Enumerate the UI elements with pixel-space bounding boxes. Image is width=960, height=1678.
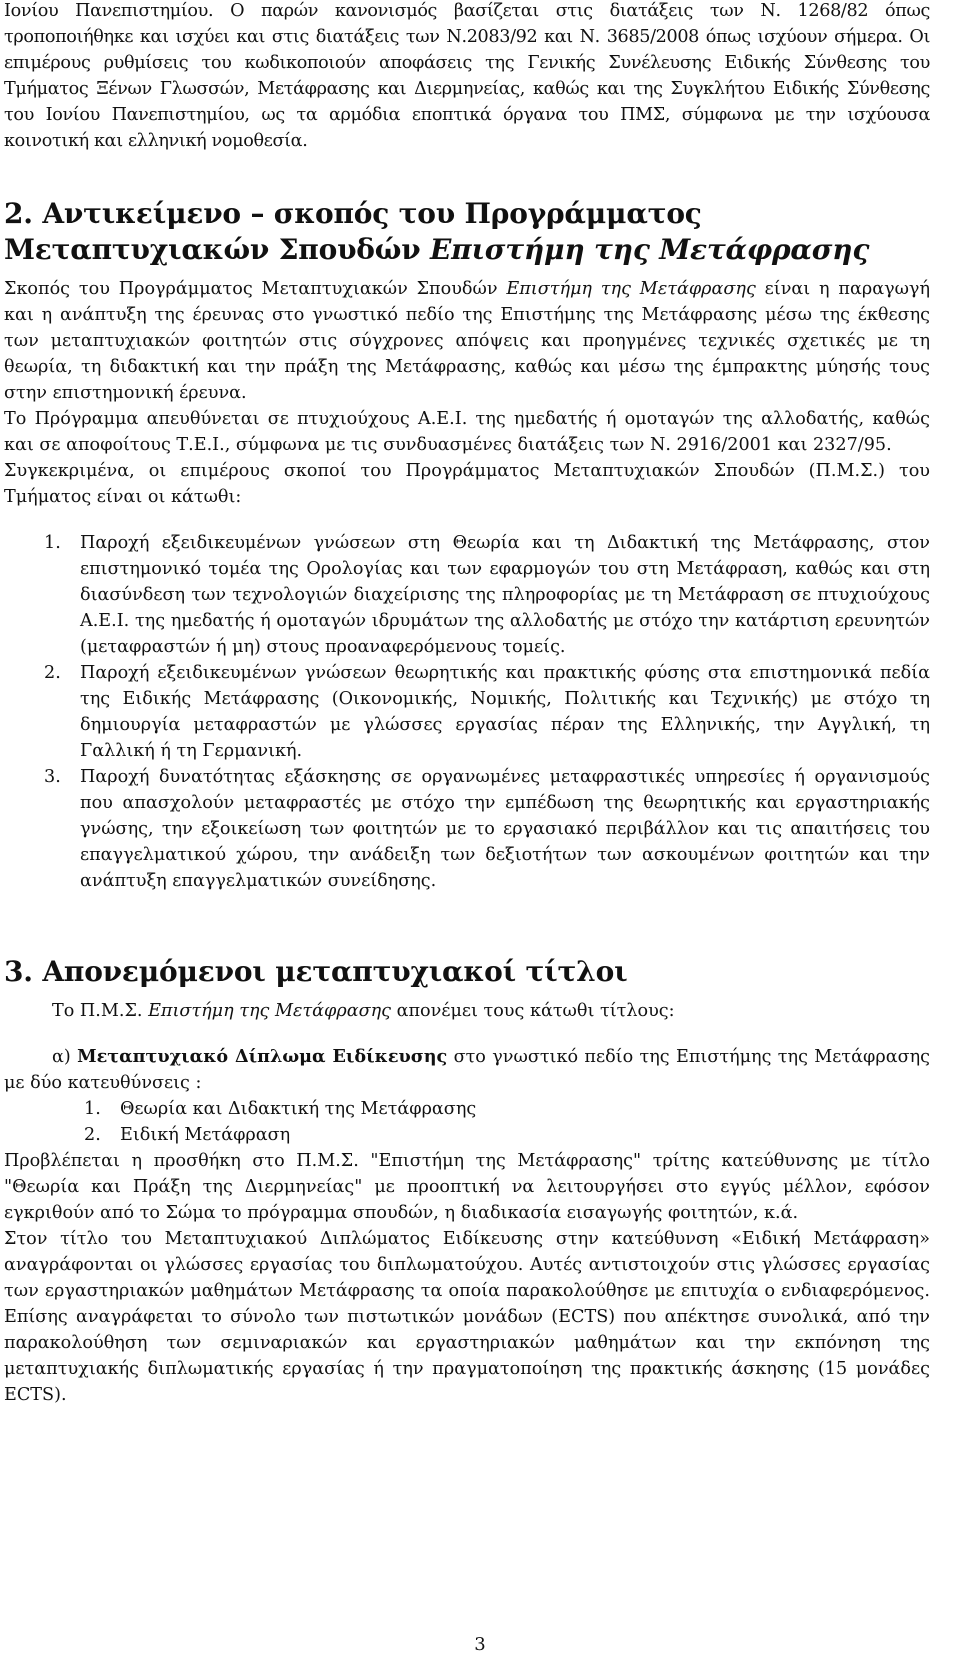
section-3-intro-start: Το Π.Μ.Σ. bbox=[52, 1001, 149, 1021]
section-2-goals-intro: Συγκεκριμένα, οι επιμέρους σκοποί του Προγράμματος Μεταπτυχιακών Σπουδών (Π.Μ.Σ.) του Τμήματος είναι οι κάτωθι: bbox=[4, 461, 930, 507]
list-item-number: 2. bbox=[44, 663, 61, 683]
section-2-p1-italic: Επιστήμη της Μετάφρασης bbox=[506, 279, 756, 299]
section-3-heading: 3. Απονεμόμενοι μεταπτυχιακοί τίτλοι bbox=[4, 955, 628, 988]
section-3-degree-paragraph bbox=[4, 1044, 930, 1096]
list-item bbox=[4, 530, 930, 660]
section-2-p1-end: είναι η παραγωγή και η ανάπτυξη της έρευνας στο γνωστικό πεδίο της Επιστήμης της Μετάφρασης μέσω της έκθεσης των μεταπτυχιακών φοιτητών στις σύγχρονες απόψεις και προηγμένες τεχνικές σχετικές με τη θεωρία, τη διδακτική και την πράξη της Μετάφρασης, καθώς και μέσω της έμπρακτης μύησής τους στην επιστημονική έρευνα. bbox=[4, 279, 930, 403]
direction-number: 2. bbox=[84, 1125, 101, 1145]
degree-title: Μεταπτυχιακό Δίπλωμα Ειδίκευσης bbox=[77, 1046, 448, 1067]
list-item-text: Παροχή εξειδικευμένων γνώσεων στη Θεωρία και τη Διδακτική της Μετάφρασης, στον επιστημονικό τομέα της Ορολογίας και των εφαρμογών του στη Μετάφραση, καθώς και στη διασύνδεση των τεχνολογιών διαχείρισης της πληροφορίας με τη Μετάφραση σε πτυχιούχους Α.Ε.Ι. της ημεδατής ή ομοταγών ιδρυμάτων της αλλοδατής με στόχο την κατάρτιση ερευνητών (μεταφραστών ή μη) στους προαναφερόμενους τομείς. bbox=[80, 533, 930, 657]
page-number: 3 bbox=[474, 1634, 486, 1655]
section-2-goals-list bbox=[4, 530, 930, 894]
direction-item bbox=[4, 1122, 930, 1148]
direction-number: 1. bbox=[84, 1099, 101, 1119]
intro-line-2: Οι επιμέρους ρυθμίσεις του κωδικοποιούν αποφάσεις της Γενικής Συνέλευσης Ειδικής Σύνθεσης του Τμήματος Ξένων Γλωσσών, Μετάφρασης και Διερμηνείας, καθώς και της Συγκλήτου Ειδικής Σύνθεσης του Ιονίου Πανεπιστημίου, ως τα αρμόδια εποπτικά όργανα του ΠΜΣ, σύμφωνα με την ισχύουσα κοινοτική και ελληνική νομοθεσία. bbox=[4, 27, 930, 151]
list-item-number: 3. bbox=[44, 767, 61, 787]
intro-line-1: Ιονίου Πανεπιστημίου. Ο παρών κανονισμός βασίζεται στις διατάξεις των Ν. 1268/82 όπως τροποποιήθηκε και ισχύει και στις διατάξεις των Ν.2083/92 και Ν. 3685/2008 όπως ισχύουν σήμερα. bbox=[4, 1, 930, 47]
list-item-number: 1. bbox=[44, 533, 61, 553]
section-3-forecast-paragraph: Προβλέπεται η προσθήκη στο Π.Μ.Σ. "Επιστήμη της Μετάφρασης" τρίτης κατεύθυνσης με τίτλο "Θεωρία και Πράξη της Διερμηνείας" με προοπτική να λειτουργήσει στο εγγύς μέλλον, εφόσον εγκριθούν από το Σώμα το πρόγραμμα σπουδών, η διαδικασία εισαγωγής φοιτητών, κ.ά. bbox=[4, 1151, 930, 1223]
direction-item bbox=[4, 1096, 930, 1122]
section-2-purpose-paragraph bbox=[4, 276, 930, 406]
degree-prefix: α) bbox=[52, 1047, 78, 1067]
section-3-intro-end: απονέμει τους κάτωθι τίτλους: bbox=[391, 1001, 675, 1021]
document-body bbox=[4, 0, 930, 1408]
list-item bbox=[4, 764, 930, 894]
intro-paragraph-regulation bbox=[4, 0, 930, 154]
section-3-intro bbox=[4, 998, 930, 1024]
list-item-text: Παροχή δυνατότητας εξάσκησης σε οργανωμένες μεταφραστικές υπηρεσίες ή οργανισμούς που απασχολούν μεταφραστές με στόχο την εμπέδωση της θεωρητικής και εργαστηριακής γνώσης, την εξοικείωση των φοιτητών με το εργασιακό περιβάλλον και τις απαιτήσεις του επαγγελματικού χώρου, την ανάδειξη των δεξιοτήτων των ασκουμένων φοιτητών και την ανάπτυξη επαγγελματικών συνείδησης. bbox=[80, 767, 930, 891]
degree-rest: στο γνωστικό πεδίο της Επιστήμης της Μετάφρασης με δύο κατευθύνσεις : bbox=[4, 1047, 930, 1093]
section-2-audience-paragraph: Το Πρόγραμμα απευθύνεται σε πτυχιούχους Α.Ε.Ι. της ημεδατής ή ομοταγών της αλλοδατής, καθώς και σε αποφοίτους Τ.Ε.Ι., σύμφωνα με τις συνδυασμένες διατάξεις των Ν. 2916/2001 και 2327/95. bbox=[4, 409, 930, 455]
section-2-heading-text: 2. Αντικείμενο – σκοπός του Προγράμματος Μεταπτυχιακών Σπουδών bbox=[4, 197, 702, 266]
section-3-intro-italic: Επιστήμη της Μετάφρασης bbox=[148, 1001, 391, 1021]
section-2-heading-italic: Επιστήμη της Μετάφρασης bbox=[430, 233, 870, 266]
direction-text: Ειδική Μετάφραση bbox=[120, 1125, 291, 1145]
section-2-heading bbox=[4, 196, 930, 268]
list-item bbox=[4, 660, 930, 764]
section-3-title-paragraph: Στον τίτλο του Μεταπτυχιακού Διπλώματος Ειδίκευσης στην κατεύθυνση «Ειδική Μετάφραση» αναγράφονται οι γλώσσες εργασίας του διπλωματούχου. Αυτές αντιστοιχούν στις γλώσσες εργασίας των εργαστηριακών μαθημάτων Μετάφρασης τα οποία παρακολούθησε με επιτυχία ο ενδιαφερόμενος. Επίσης αναγράφεται το σύνολο των πιστωτικών μονάδων (ECTS) που απέκτησε συνολικά, από την παρακολούθηση των σεμιναριακών και εργαστηριακών μαθημάτων και την εκπόνηση της μεταπτυχιακής διπλωματικής εργασίας ή την πραγματοποίηση της πρακτικής άσκησης (15 μονάδες ECTS). bbox=[4, 1229, 930, 1405]
section-2-p1-start: Σκοπός του Προγράμματος Μεταπτυχιακών Σπουδών bbox=[4, 279, 507, 299]
list-item-text: Παροχή εξειδικευμένων γνώσεων θεωρητικής και πρακτικής φύσης στα επιστημονικά πεδία της Ειδικής Μετάφρασης (Οικονομικής, Νομικής, Πολιτικής και Τεχνικής) με στόχο τη δημιουργία μεταφραστών με γλώσσες εργασίας πέραν της Ελληνικής, την Αγγλική, τη Γαλλική ή τη Γερμανική. bbox=[80, 663, 930, 761]
direction-text: Θεωρία και Διδακτική της Μετάφρασης bbox=[120, 1099, 477, 1119]
